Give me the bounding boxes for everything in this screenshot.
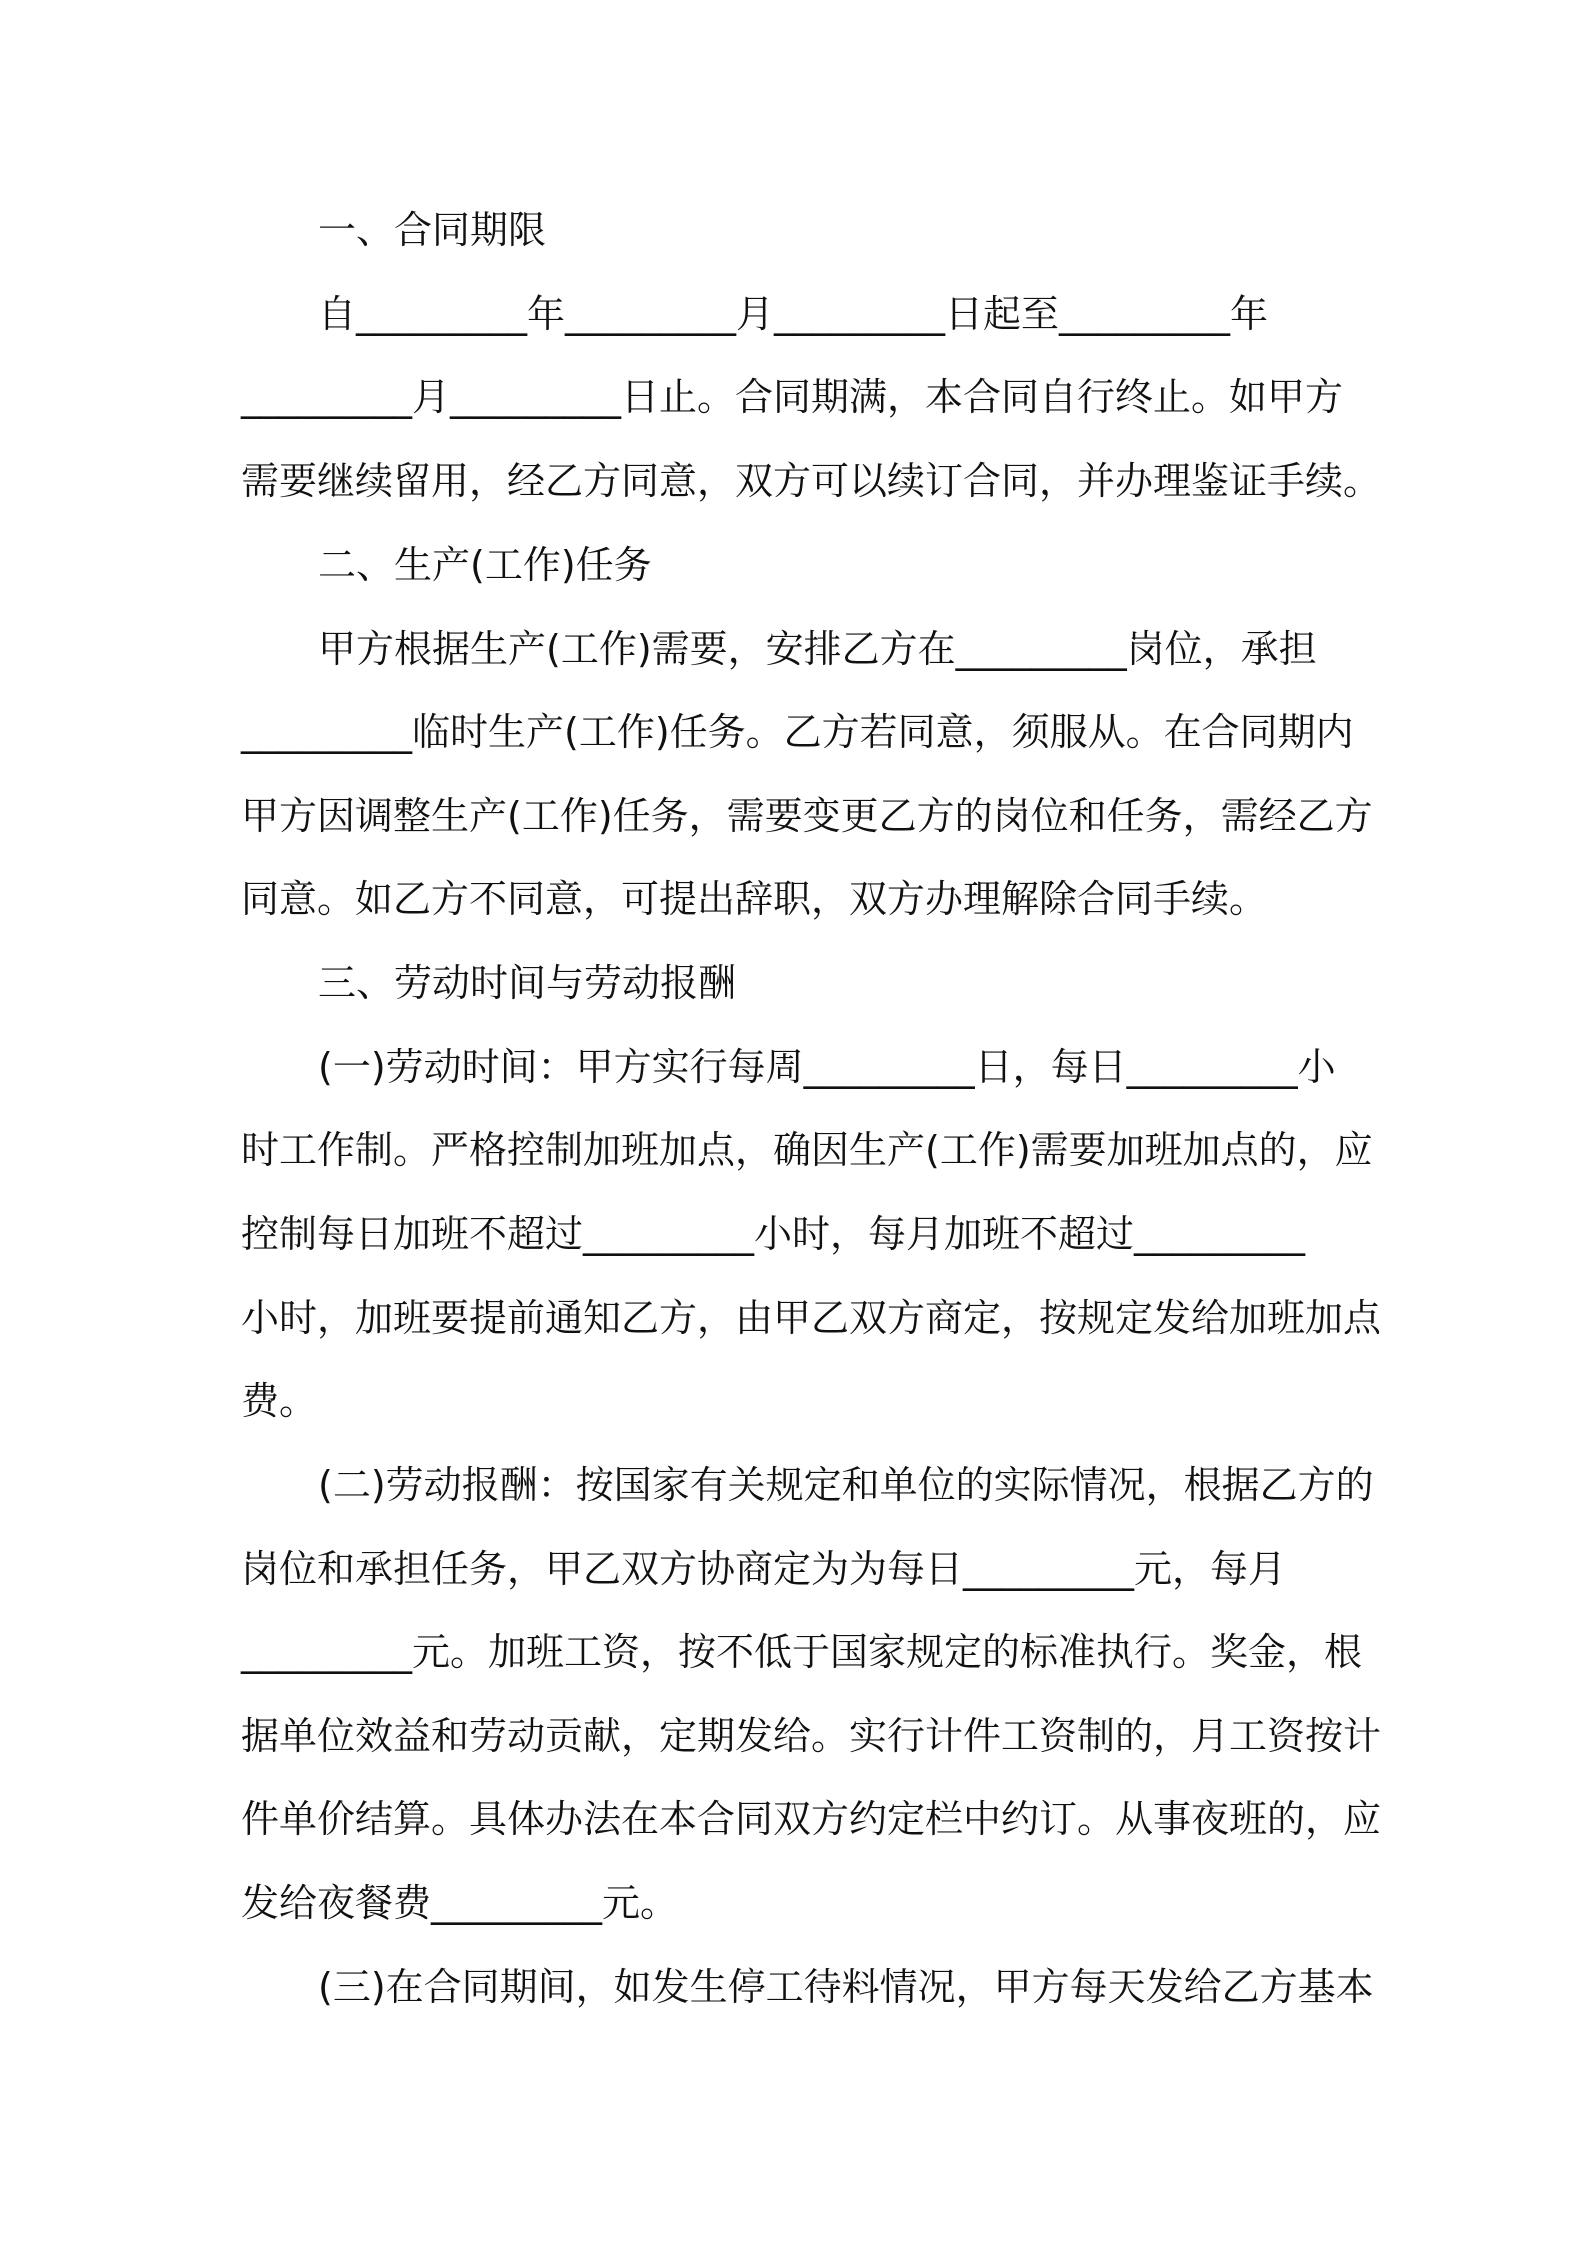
contract-term-line: 需要继续留用，经乙方同意，双方可以续订合同，并办理鉴证手续。	[241, 459, 1382, 503]
work-stoppage-line: (三)在合同期间，如发生停工待料情况，甲方每天发给乙方基本	[318, 1965, 1374, 2009]
labor-remuneration-line: (二)劳动报酬：按国家有关规定和单位的实际情况，根据乙方的	[318, 1463, 1374, 1507]
section-heading-working-hours-and-pay: 三、劳动时间与劳动报酬	[318, 961, 737, 1005]
contract-term-line: 自_________年_________月_________日起至_________年	[318, 292, 1269, 336]
labor-remuneration-line: _________元。加班工资，按不低于国家规定的标准执行。奖金，根	[241, 1630, 1363, 1674]
production-task-line: 同意。如乙方不同意，可提出辞职，双方办理解除合同手续。	[241, 877, 1268, 921]
working-hours-line: 费。	[241, 1379, 318, 1423]
labor-remuneration-line: 岗位和承担任务，甲乙双方协商定为为每日_________元，每月	[241, 1547, 1287, 1591]
production-task-line: 甲方因调整生产(工作)任务，需要变更乙方的岗位和任务，需经乙方	[241, 794, 1373, 838]
labor-remuneration-line: 件单价结算。具体办法在本合同双方约定栏中约订。从事夜班的，应	[241, 1797, 1382, 1841]
production-task-line: _________临时生产(工作)任务。乙方若同意，须服从。在合同期内	[241, 710, 1354, 754]
labor-remuneration-line: 发给夜餐费_________元。	[241, 1881, 679, 1925]
working-hours-line: 控制每日加班不超过_________小时，每月加班不超过_________	[241, 1212, 1306, 1256]
labor-remuneration-line: 据单位效益和劳动贡献，定期发给。实行计件工资制的，月工资按计	[241, 1714, 1382, 1758]
working-hours-line: 时工作制。严格控制加班加点，确因生产(工作)需要加班加点的，应	[241, 1128, 1373, 1172]
section-heading-production-task: 二、生产(工作)任务	[318, 543, 652, 587]
working-hours-line: (一)劳动时间：甲方实行每周_________日，每日_________小	[318, 1045, 1336, 1089]
section-heading-contract-term: 一、合同期限	[318, 208, 547, 252]
contract-term-line: _________月_________日止。合同期满，本合同自行终止。如甲方	[241, 375, 1344, 419]
working-hours-line: 小时，加班要提前通知乙方，由甲乙双方商定，按规定发给加班加点	[241, 1296, 1382, 1340]
production-task-line: 甲方根据生产(工作)需要，安排乙方在_________岗位，承担	[318, 627, 1317, 671]
